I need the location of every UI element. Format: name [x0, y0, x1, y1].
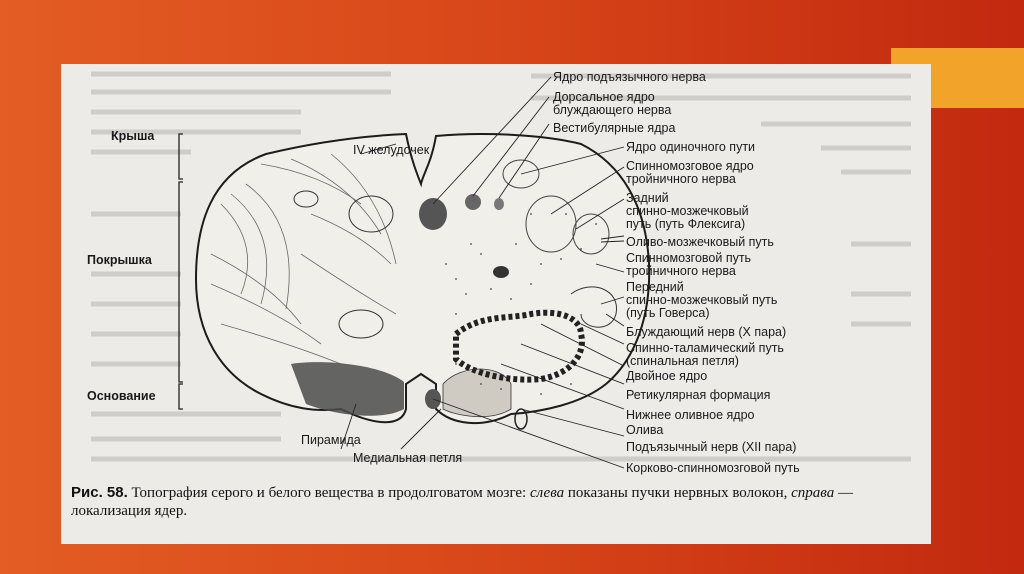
label-spinal-trigeminal-nucleus: Спинномозговое ядро тройничного нерва [626, 159, 754, 186]
caption-text-1: Топография серого и белого вещества в продолговатом мозге: [131, 485, 527, 501]
label-corticospinal-tract: Корково-спинномозговой путь [626, 461, 800, 475]
label-spinothalamic-tract: Спинно-таламический путь (спинальная петля) [626, 341, 784, 368]
label-olivocerebellar-tract: Оливо-мозжечковый путь [626, 235, 774, 249]
label-vagus-nerve: Блуждающий нерв (X пара) [626, 325, 787, 339]
label-hypoglossal-nerve: Подъязычный нерв (XII пара) [626, 440, 797, 454]
caption-fig-number: Рис. 58. [71, 484, 128, 501]
caption-left-word: слева [529, 485, 565, 501]
label-reticular-formation: Ретикулярная формация [626, 388, 771, 402]
label-solitary-nucleus: Ядро одиночного пути [626, 140, 756, 154]
label-hypoglossal-nucleus: Ядро подъязычного нерва [553, 70, 706, 84]
medulla-diagram [61, 64, 931, 544]
medulla-outline [196, 134, 649, 423]
label-base: Основание [87, 389, 156, 403]
label-roof: Крыша [111, 129, 155, 143]
label-fourth-ventricle: IV желудочек [353, 143, 430, 157]
label-dorsal-spinocerebellar-tract: Задний спинно-мозжечковый путь (путь Флексига) [626, 191, 749, 231]
label-olive: Олива [626, 423, 664, 437]
label-vestibular-nuclei: Вестибулярные ядра [553, 121, 676, 135]
label-ventral-spinocerebellar-tract: Передний спинно-мозжечковый путь (путь Говерса) [626, 280, 778, 320]
label-medial-lemniscus: Медиальная петля [353, 451, 463, 465]
caption-right-word: справа [791, 485, 835, 501]
label-nucleus-ambiguus: Двойное ядро [626, 369, 708, 383]
label-spinal-trigeminal-tract: Спинномозговой путь тройничного нерва [626, 251, 752, 278]
figure-panel [61, 64, 931, 544]
label-inferior-olivary-nucleus: Нижнее оливное ядро [626, 408, 755, 422]
figure-caption [71, 484, 921, 520]
label-dorsal-vagal-nucleus: Дорсальное ядро блуждающего нерва [553, 90, 672, 117]
label-pyramid: Пирамида [301, 433, 361, 447]
label-tegmentum: Покрышка [87, 253, 152, 267]
caption-text-2: показаны пучки нервных волокон, [567, 485, 788, 501]
caption-text-3: — локализация ядер. [71, 485, 853, 519]
